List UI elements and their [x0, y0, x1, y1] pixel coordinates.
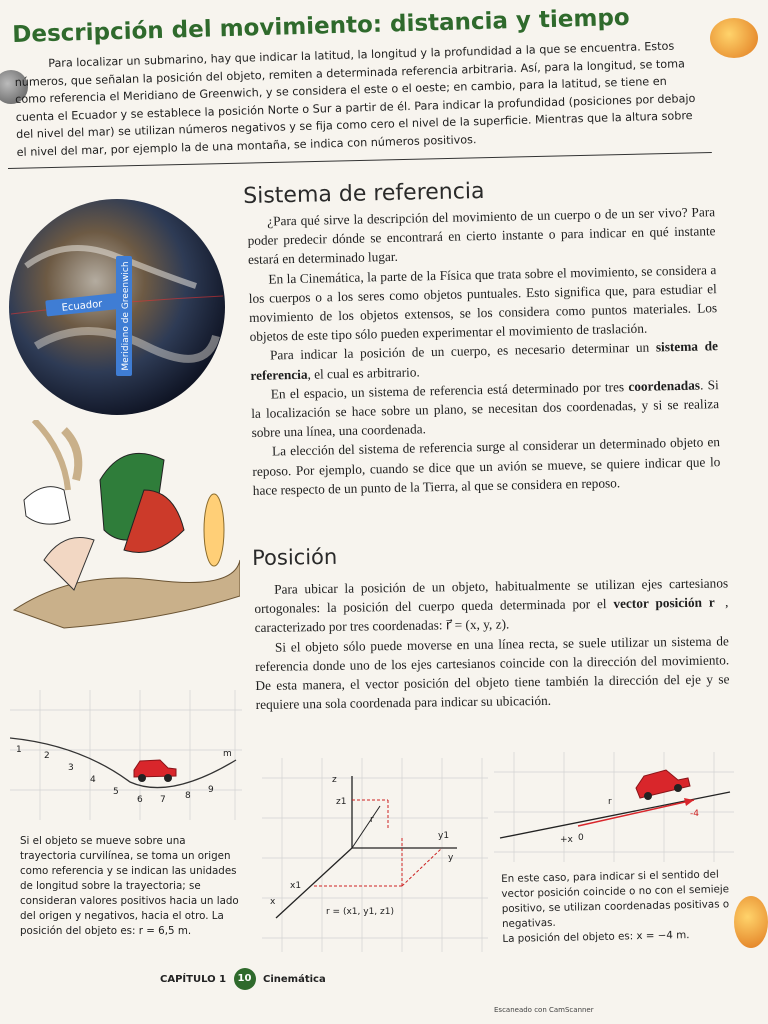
text-span: Para ubicar la posición de un objeto, habitualmente se utilizan ejes cartesianos ortogonales: la posición del cuerpo queda determinada por el: [254, 575, 729, 617]
text-span: En el espacio, un sistema de referencia está determinado por tres: [270, 378, 629, 402]
scanner-watermark: Escaneado con CamScanner: [494, 1006, 594, 1014]
figure1-caption: Si el objeto se mueve sobre una trayectoria curvilínea, se toma un origen como referencia y se indican las unidades de longitud sobre la trayectoria; se consideran valores positivos hacia un lado del origen y negativos, hacia el otro. La posición del objeto es: r = 6,5 m.: [20, 835, 239, 937]
tick-label: 5: [113, 787, 119, 797]
page-footer: [160, 968, 326, 990]
tick-label: 3: [68, 763, 74, 773]
paragraph: [254, 573, 729, 637]
axis-label: y: [448, 853, 454, 863]
tick-label: 9: [208, 785, 214, 795]
tick-label: 1: [16, 745, 22, 755]
paragraph: ¿Para qué sirve la descripción del movimiento de un cuerpo o de un ser vivo? Para poder predecir dónde se encontrará en cierto instante o para indicar en qué instante estará en determinado lugar.: [247, 204, 716, 268]
decorative-toy-icon: [710, 18, 758, 58]
axis-label: z: [332, 775, 337, 785]
vector-label: r: [370, 815, 374, 825]
equator-label: Ecuador: [61, 298, 103, 314]
section-title-reference-system: Sistema de referencia: [243, 178, 485, 209]
axis-label: +x: [560, 835, 573, 845]
unit-label: m: [223, 749, 232, 759]
coordinate-label: z1: [336, 797, 347, 807]
paragraph: En la Cinemática, la parte de la Física que trata sobre el movimiento, se considera a los cuerpos o a los seres como objetos puntuales. Esto significa que, para estudiar el movimiento de los objetos extensos, se los considera como puntos materiales. Los objetos de este tipo sólo pueden experimentar el movimiento de traslación.: [248, 261, 718, 345]
cartoon-illustration: [4, 420, 240, 630]
page-number: 10: [234, 968, 256, 990]
text-span: , el cual es arbitrario.: [307, 364, 420, 382]
figure3-caption: [501, 867, 735, 947]
section-title-position: Posición: [252, 544, 338, 570]
origin-label: 0: [578, 833, 584, 843]
section-body-reference-system: [247, 202, 721, 500]
section-body-position: [254, 573, 730, 714]
text-span: Para indicar la posición de un cuerpo, es necesario determinar un: [269, 339, 657, 363]
figure-3d-axes: [262, 758, 488, 952]
footer-section: Cinemática: [263, 974, 326, 985]
caption-result: La posición del objeto es: x = −4 m.: [502, 929, 690, 945]
value-label: -4: [690, 809, 699, 819]
figure-straight-line: [494, 752, 734, 862]
vector-formula: r = (x1, y1, z1): [326, 907, 394, 917]
vector-label: r: [608, 797, 612, 807]
tick-label: 6: [137, 795, 143, 805]
bold-term: sistema de referencia: [250, 338, 719, 383]
coordinate-label: y1: [438, 831, 450, 841]
car-icon: [134, 760, 176, 782]
tick-label: 8: [185, 791, 191, 801]
tick-label: 2: [44, 751, 50, 761]
figure-curved-trajectory: [10, 690, 242, 820]
coordinate-label: x1: [290, 881, 302, 891]
tick-label: 4: [90, 775, 96, 785]
globe-image: [6, 196, 228, 418]
bold-term: vector posición r⃗: [613, 594, 726, 612]
page-title: Descripción del movimiento: distancia y tiempo: [12, 4, 631, 48]
paragraph: La elección del sistema de referencia surge al considerar un determinado objeto en reposo. Por ejemplo, cuando se dice que un avión se mueve, se quiere indicar que lo hace respecto de un punto de la Tierra, al que se considera en reposo.: [252, 434, 721, 498]
decorative-toy-icon: [734, 896, 768, 948]
intro-paragraph: Para localizar un submarino, hay que indicar la latitud, la longitud y la profundidad a la que se encuentra. Estos números, que señalan la posición del objeto, remiten a determinada referencia arbitraria. Así, para la longitud, se toma como referencia el Meridiano de Greenwich, y se considera el este o el oeste; en cambio, para la latitud, se tiene en cuenta el Ecuador y se establece la posición Norte o Sur a partir de él. Para indicar la profundidad (posiciones por debajo del nivel del mar) se utilizan números negativos y se fija como cero el nivel de la superficie. Mientras que la altura sobre el nivel del mar, por ejemplo la de una montaña, se indica con números positivos.: [14, 39, 696, 159]
text-span: . Si la localización se hace sobre un plano, se necesitan dos coordenadas, y si se realiza sobre una línea, una coordenada.: [251, 376, 720, 441]
text-span: , caracterizado por tres coordenadas: r⃗ = (x, y, z).: [254, 594, 729, 636]
meridian-label: Meridiano de Greenwich: [121, 261, 131, 371]
bold-term: coordenadas: [628, 377, 701, 394]
axis-label: x: [270, 897, 276, 907]
paragraph: [251, 375, 720, 442]
car-icon: [636, 770, 690, 800]
tick-label: 7: [160, 795, 166, 805]
paragraph: Si el objeto sólo puede moverse en una línea recta, se suele utilizar un sistema de referencia donde uno de los ejes cartesianos coincide con la dirección del movimiento. De esta manera, el vector posición del objeto tiene también la dirección del eje y se requiere una sola coordenada para indicar su ubicación.: [255, 632, 730, 713]
caption-text: En este caso, para indicar si el sentido del vector posición coincide o no con el semieje positivo, se utilizan coordenadas positivas o negativas.: [501, 868, 730, 930]
chapter-label: CAPÍTULO 1: [160, 974, 227, 985]
